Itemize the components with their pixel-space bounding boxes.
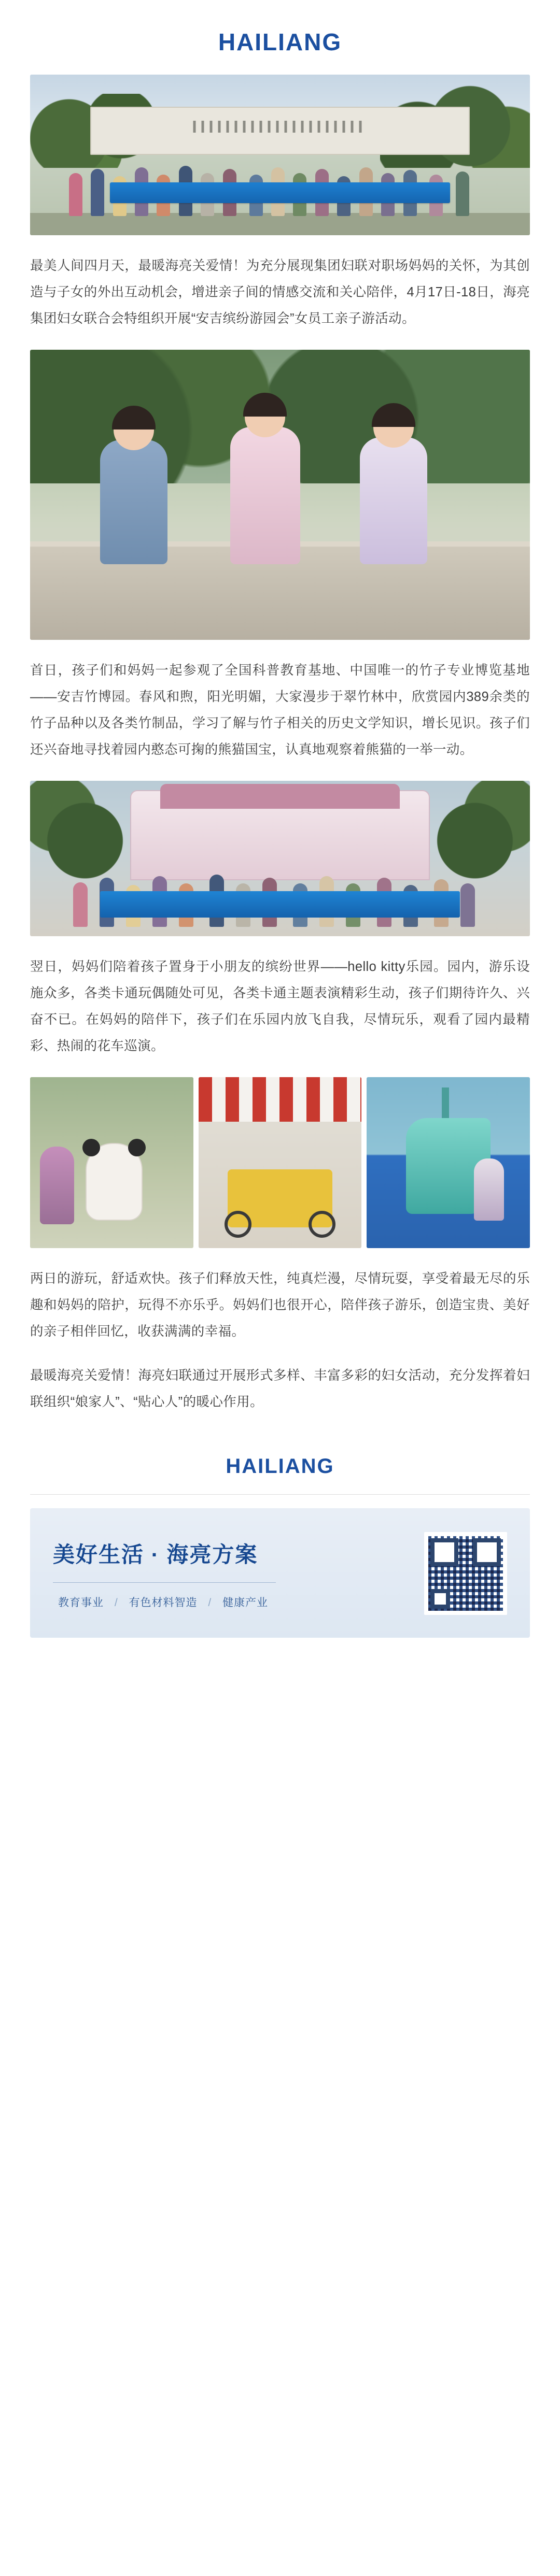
footer-sector-health: 健康产业 <box>222 1596 269 1609</box>
photo-playground <box>367 1077 530 1248</box>
hellokitty-group-photo-container <box>0 781 560 936</box>
qr-code[interactable] <box>424 1532 507 1615</box>
child-figure <box>40 1147 74 1224</box>
paragraph-block-1 <box>0 253 560 332</box>
footer-separator: / <box>208 1596 212 1609</box>
article-paragraph: 首日，孩子们和妈妈一起参观了全国科普教育基地、中国唯一的竹子专业博览基地——安吉竹博园。春风和煦，阳光明媚，大家漫步于翠竹林中，欣赏园内389余类的竹子品种以及各类竹制品，学习了解与竹子相关的历史文学知识，增长见识。孩子们还兴奋地寻找着园内憨态可掬的熊猫国宝，认真地观察着熊猫的一举一动。 <box>30 663 530 757</box>
footer-slogan: 美好生活 · 海亮方案 <box>53 1542 258 1567</box>
children-fountain-photo-container <box>0 350 560 640</box>
wheel-icon <box>225 1211 251 1238</box>
article-paragraph: 翌日，妈妈们陪着孩子置身于小朋友的缤纷世界——hello kitty乐园。园内，游乐设施众多，各类卡通玩偶随处可见，各类卡通主题表演精彩生动，孩子们期待许久、兴奋不已。在妈妈的陪伴下，孩子们在乐园内放飞自我，尽情玩乐，观看了园内最精彩、热闹的花车巡演。 <box>30 960 530 1053</box>
children-fountain-photo <box>30 350 530 640</box>
article-paragraph: 最暖海亮关爱情！海亮妇联通过开展形式多样、丰富多彩的妇女活动，充分发挥着妇联组织“娘家人”、“贴心人”的暖心作用。 <box>30 1368 530 1409</box>
article-paragraph: 两日的游玩，舒适欢快。孩子们释放天性，纯真烂漫，尽情玩耍，享受着最无尽的乐趣和妈妈的陪护，玩得不亦乐乎。妈妈们也很开心，陪伴孩子游乐，创造宝贵、美好的亲子相伴回忆，收获满满的幸福。 <box>30 1271 530 1339</box>
footer-sector-education: 教育事业 <box>58 1596 104 1609</box>
crowd-figures <box>60 142 500 216</box>
park-building-roof <box>160 784 400 809</box>
child-figure <box>360 437 427 564</box>
paragraph-block-3 <box>0 954 560 1060</box>
photo-row <box>0 1077 560 1248</box>
footer-separator: / <box>114 1596 118 1609</box>
article-paragraph: 最美人间四月天，最暖海亮关爱情！为充分展现集团妇联对职场妈妈的关怀，为其创造与子女的外出互动机会，增进亲子间的情感交流和关心陪伴，4月17日-18日，海亮集团妇女联合会特组织开展“安吉缤纷游园会”女员工亲子游活动。 <box>30 259 530 326</box>
panda-mascot-icon <box>86 1143 143 1221</box>
ground-layer <box>30 213 530 235</box>
footer-text-group <box>53 1538 276 1610</box>
footer-logo <box>0 1433 560 1494</box>
qr-code-pattern <box>428 1536 503 1611</box>
striped-awning <box>199 1077 362 1122</box>
group-photo <box>30 75 530 235</box>
hellokitty-group-photo <box>30 781 530 936</box>
child-figure <box>100 440 167 564</box>
wheel-icon <box>309 1211 335 1238</box>
paragraph-block-2 <box>0 657 560 763</box>
header-logo <box>0 0 560 75</box>
paragraph-block-5 <box>0 1363 560 1415</box>
footer-sectors <box>53 1594 276 1610</box>
event-banner <box>100 891 460 918</box>
child-figure <box>230 427 300 564</box>
hailiang-footer-logo-text: HAILIANG <box>226 1455 334 1478</box>
footer-divider <box>30 1494 530 1495</box>
child-figure <box>474 1158 504 1221</box>
hailiang-logo-text: HAILIANG <box>218 28 342 55</box>
photo-panda <box>30 1077 193 1248</box>
footer-banner <box>30 1508 530 1638</box>
footer-sector-materials: 有色材料智造 <box>129 1596 198 1609</box>
footer-slogan-underline <box>53 1582 276 1583</box>
photo-bike <box>199 1077 362 1248</box>
qr-finder-bottom-left <box>430 1589 450 1609</box>
group-photo-container <box>0 75 560 235</box>
paragraph-block-4 <box>0 1266 560 1345</box>
event-banner <box>110 182 450 203</box>
